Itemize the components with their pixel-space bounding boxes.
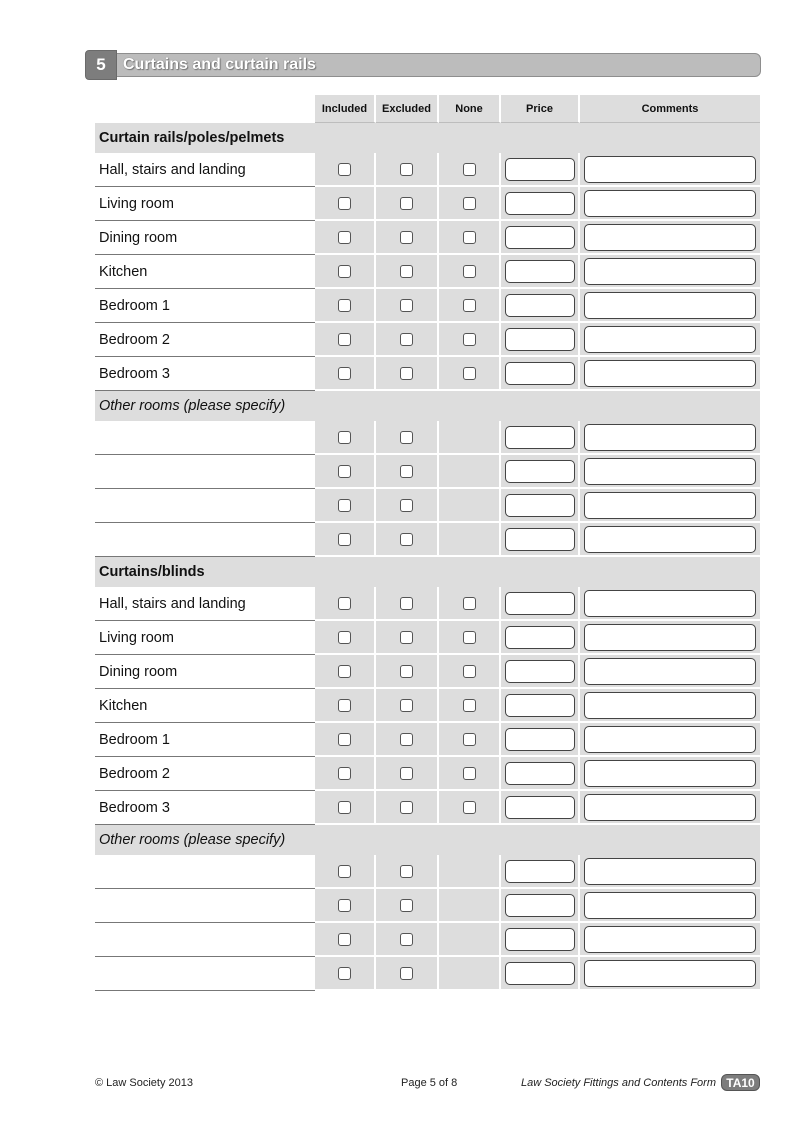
price-cell (501, 323, 580, 357)
none-cell (439, 255, 501, 289)
none-checkbox[interactable] (463, 367, 476, 380)
none-cell (439, 289, 501, 323)
rails-room-label: Bedroom 1 (95, 289, 315, 323)
curtains-other-rooms-heading (95, 825, 760, 855)
none-cell (439, 187, 501, 221)
price-cell (501, 655, 580, 689)
excluded-cell (376, 323, 439, 357)
included-checkbox[interactable] (338, 431, 351, 444)
none-cell (439, 689, 501, 723)
price-input[interactable] (505, 362, 575, 385)
included-checkbox[interactable] (338, 967, 351, 980)
copyright-text: © Law Society 2013 (95, 1077, 193, 1089)
none-cell (439, 221, 501, 255)
comments-input[interactable] (584, 590, 756, 617)
included-checkbox[interactable] (338, 899, 351, 912)
none-checkbox[interactable] (463, 265, 476, 278)
rails-other-rooms-heading (95, 391, 760, 421)
rails-other-room-label (95, 489, 315, 523)
none-checkbox[interactable] (463, 733, 476, 746)
curtains-room-label: Dining room (95, 655, 315, 689)
included-checkbox[interactable] (338, 299, 351, 312)
none-cell (439, 855, 501, 889)
table-row (95, 655, 760, 689)
comments-cell (580, 889, 760, 923)
price-cell (501, 587, 580, 621)
comments-cell (580, 621, 760, 655)
form-code-badge: TA10 (721, 1074, 760, 1091)
included-checkbox[interactable] (338, 197, 351, 210)
included-checkbox[interactable] (338, 163, 351, 176)
comments-cell (580, 357, 760, 391)
included-cell (315, 489, 376, 523)
comments-input[interactable] (584, 726, 756, 753)
rails-room-label: Kitchen (95, 255, 315, 289)
excluded-checkbox[interactable] (400, 967, 413, 980)
none-checkbox[interactable] (463, 767, 476, 780)
comments-input[interactable] (584, 794, 756, 821)
price-cell (501, 791, 580, 825)
comments-cell (580, 255, 760, 289)
price-cell (501, 221, 580, 255)
price-cell (501, 357, 580, 391)
comments-cell (580, 855, 760, 889)
comments-cell (580, 323, 760, 357)
price-input[interactable] (505, 426, 575, 449)
price-cell (501, 289, 580, 323)
curtains-room-label: Bedroom 3 (95, 791, 315, 825)
included-checkbox[interactable] (338, 231, 351, 244)
excluded-checkbox[interactable] (400, 367, 413, 380)
none-cell (439, 723, 501, 757)
included-checkbox[interactable] (338, 801, 351, 814)
price-cell (501, 187, 580, 221)
table-row (95, 923, 760, 957)
excluded-checkbox[interactable] (400, 733, 413, 746)
table-row (95, 421, 760, 455)
none-cell (439, 587, 501, 621)
excluded-checkbox[interactable] (400, 533, 413, 546)
excluded-checkbox[interactable] (400, 163, 413, 176)
excluded-cell (376, 357, 439, 391)
excluded-cell (376, 791, 439, 825)
none-checkbox[interactable] (463, 197, 476, 210)
curtains-table (95, 95, 760, 991)
included-cell (315, 855, 376, 889)
included-cell (315, 153, 376, 187)
excluded-checkbox[interactable] (400, 265, 413, 278)
table-row (95, 889, 760, 923)
none-checkbox[interactable] (463, 163, 476, 176)
price-cell (501, 255, 580, 289)
excluded-cell (376, 655, 439, 689)
price-cell (501, 855, 580, 889)
excluded-cell (376, 689, 439, 723)
curtains-room-label: Living room (95, 621, 315, 655)
excluded-cell (376, 855, 439, 889)
none-checkbox[interactable] (463, 801, 476, 814)
price-cell (501, 689, 580, 723)
included-cell (315, 421, 376, 455)
comments-input[interactable] (584, 492, 756, 519)
section-title: Curtains and curtain rails (123, 56, 316, 73)
excluded-cell (376, 587, 439, 621)
excluded-checkbox[interactable] (400, 899, 413, 912)
none-cell (439, 621, 501, 655)
price-input[interactable] (505, 294, 575, 317)
price-cell (501, 957, 580, 991)
excluded-checkbox[interactable] (400, 933, 413, 946)
comments-cell (580, 523, 760, 557)
table-row (95, 957, 760, 991)
price-input[interactable] (505, 592, 575, 615)
none-cell (439, 523, 501, 557)
price-input[interactable] (505, 528, 575, 551)
excluded-cell (376, 255, 439, 289)
included-checkbox[interactable] (338, 499, 351, 512)
curtains-room-label: Bedroom 2 (95, 757, 315, 791)
curtains-room-label: Hall, stairs and landing (95, 587, 315, 621)
comments-cell (580, 587, 760, 621)
excluded-cell (376, 757, 439, 791)
table-row (95, 489, 760, 523)
excluded-checkbox[interactable] (400, 801, 413, 814)
included-checkbox[interactable] (338, 631, 351, 644)
none-cell (439, 791, 501, 825)
price-input[interactable] (505, 894, 575, 917)
comments-input[interactable] (584, 190, 756, 217)
comments-input[interactable] (584, 926, 756, 953)
excluded-cell (376, 455, 439, 489)
comments-cell (580, 957, 760, 991)
price-cell (501, 923, 580, 957)
comments-cell (580, 455, 760, 489)
comments-input[interactable] (584, 224, 756, 251)
none-cell (439, 957, 501, 991)
price-cell (501, 621, 580, 655)
excluded-checkbox[interactable] (400, 465, 413, 478)
table-row (95, 587, 760, 621)
comments-input[interactable] (584, 326, 756, 353)
comments-cell (580, 421, 760, 455)
included-cell (315, 289, 376, 323)
comments-input[interactable] (584, 624, 756, 651)
table-row (95, 855, 760, 889)
none-checkbox[interactable] (463, 699, 476, 712)
table-row (95, 621, 760, 655)
none-cell (439, 323, 501, 357)
header-excluded: Excluded (376, 95, 439, 123)
comments-input[interactable] (584, 692, 756, 719)
price-input[interactable] (505, 158, 575, 181)
excluded-checkbox[interactable] (400, 699, 413, 712)
excluded-cell (376, 289, 439, 323)
included-checkbox[interactable] (338, 865, 351, 878)
price-cell (501, 489, 580, 523)
none-cell (439, 757, 501, 791)
rails-other-rooms-heading-label: Other rooms (please specify) (99, 398, 286, 414)
excluded-checkbox[interactable] (400, 865, 413, 878)
included-cell (315, 655, 376, 689)
price-input[interactable] (505, 694, 575, 717)
excluded-checkbox[interactable] (400, 197, 413, 210)
excluded-cell (376, 957, 439, 991)
table-row (95, 289, 760, 323)
price-cell (501, 523, 580, 557)
included-checkbox[interactable] (338, 597, 351, 610)
price-cell (501, 421, 580, 455)
included-cell (315, 255, 376, 289)
header-price: Price (501, 95, 580, 123)
included-checkbox[interactable] (338, 333, 351, 346)
header-blank (95, 95, 315, 123)
included-cell (315, 455, 376, 489)
comments-input[interactable] (584, 858, 756, 885)
rails-group-heading-label: Curtain rails/poles/pelmets (99, 130, 285, 146)
price-input[interactable] (505, 962, 575, 985)
table-row (95, 455, 760, 489)
excluded-cell (376, 723, 439, 757)
header-none: None (439, 95, 501, 123)
comments-input[interactable] (584, 424, 756, 451)
rails-other-room-label (95, 523, 315, 557)
rails-room-label: Hall, stairs and landing (95, 153, 315, 187)
price-input[interactable] (505, 626, 575, 649)
included-cell (315, 723, 376, 757)
rails-room-label: Bedroom 3 (95, 357, 315, 391)
comments-cell (580, 289, 760, 323)
price-input[interactable] (505, 860, 575, 883)
comments-input[interactable] (584, 292, 756, 319)
rails-other-room-label (95, 455, 315, 489)
included-checkbox[interactable] (338, 733, 351, 746)
included-cell (315, 889, 376, 923)
comments-input[interactable] (584, 258, 756, 285)
curtains-group-heading-label: Curtains/blinds (99, 564, 205, 580)
excluded-checkbox[interactable] (400, 431, 413, 444)
price-input[interactable] (505, 494, 575, 517)
rails-group-heading (95, 123, 760, 153)
comments-cell (580, 791, 760, 825)
comments-cell (580, 655, 760, 689)
none-checkbox[interactable] (463, 631, 476, 644)
comments-cell (580, 923, 760, 957)
excluded-cell (376, 421, 439, 455)
price-cell (501, 723, 580, 757)
price-input[interactable] (505, 460, 575, 483)
none-checkbox[interactable] (463, 333, 476, 346)
excluded-checkbox[interactable] (400, 767, 413, 780)
price-input[interactable] (505, 328, 575, 351)
excluded-cell (376, 523, 439, 557)
curtains-group-heading (95, 557, 760, 587)
comments-input[interactable] (584, 960, 756, 987)
excluded-checkbox[interactable] (400, 631, 413, 644)
none-cell (439, 153, 501, 187)
rails-other-room-label (95, 421, 315, 455)
comments-cell (580, 723, 760, 757)
price-input[interactable] (505, 762, 575, 785)
excluded-checkbox[interactable] (400, 299, 413, 312)
none-cell (439, 421, 501, 455)
section-header (85, 50, 761, 80)
table-row (95, 689, 760, 723)
table-row (95, 255, 760, 289)
curtains-other-room-label (95, 957, 315, 991)
included-cell (315, 221, 376, 255)
comments-input[interactable] (584, 760, 756, 787)
excluded-checkbox[interactable] (400, 597, 413, 610)
price-input[interactable] (505, 796, 575, 819)
price-cell (501, 153, 580, 187)
included-checkbox[interactable] (338, 465, 351, 478)
excluded-cell (376, 489, 439, 523)
excluded-cell (376, 221, 439, 255)
column-headers (95, 95, 760, 123)
excluded-cell (376, 889, 439, 923)
included-cell (315, 323, 376, 357)
included-cell (315, 621, 376, 655)
excluded-cell (376, 187, 439, 221)
curtains-other-room-label (95, 923, 315, 957)
included-cell (315, 757, 376, 791)
included-checkbox[interactable] (338, 265, 351, 278)
none-cell (439, 923, 501, 957)
comments-input[interactable] (584, 360, 756, 387)
excluded-checkbox[interactable] (400, 665, 413, 678)
header-included: Included (315, 95, 376, 123)
included-checkbox[interactable] (338, 767, 351, 780)
curtains-room-label: Bedroom 1 (95, 723, 315, 757)
none-checkbox[interactable] (463, 665, 476, 678)
table-row (95, 791, 760, 825)
curtains-room-label: Kitchen (95, 689, 315, 723)
comments-cell (580, 757, 760, 791)
excluded-cell (376, 923, 439, 957)
price-input[interactable] (505, 192, 575, 215)
page-footer (95, 1074, 760, 1094)
included-cell (315, 791, 376, 825)
included-checkbox[interactable] (338, 933, 351, 946)
table-row (95, 357, 760, 391)
none-cell (439, 455, 501, 489)
included-cell (315, 187, 376, 221)
header-comments: Comments (580, 95, 760, 123)
table-row (95, 723, 760, 757)
excluded-checkbox[interactable] (400, 231, 413, 244)
table-row (95, 523, 760, 557)
included-cell (315, 689, 376, 723)
table-row (95, 221, 760, 255)
included-checkbox[interactable] (338, 665, 351, 678)
comments-input[interactable] (584, 156, 756, 183)
included-cell (315, 587, 376, 621)
included-checkbox[interactable] (338, 367, 351, 380)
included-cell (315, 957, 376, 991)
price-input[interactable] (505, 928, 575, 951)
excluded-cell (376, 621, 439, 655)
form-name: Law Society Fittings and Contents Form (520, 1077, 716, 1089)
table-row (95, 757, 760, 791)
table-row (95, 187, 760, 221)
none-checkbox[interactable] (463, 299, 476, 312)
page-number: Page 5 of 8 (401, 1077, 458, 1089)
none-checkbox[interactable] (463, 597, 476, 610)
comments-input[interactable] (584, 658, 756, 685)
excluded-checkbox[interactable] (400, 333, 413, 346)
rails-room-label: Bedroom 2 (95, 323, 315, 357)
curtains-other-room-label (95, 855, 315, 889)
comments-cell (580, 187, 760, 221)
comments-input[interactable] (584, 458, 756, 485)
rails-room-label: Living room (95, 187, 315, 221)
comments-input[interactable] (584, 892, 756, 919)
none-cell (439, 655, 501, 689)
none-cell (439, 357, 501, 391)
price-cell (501, 455, 580, 489)
section-number: 5 (85, 50, 117, 80)
included-cell (315, 923, 376, 957)
excluded-checkbox[interactable] (400, 499, 413, 512)
excluded-cell (376, 153, 439, 187)
comments-cell (580, 489, 760, 523)
price-cell (501, 757, 580, 791)
included-cell (315, 523, 376, 557)
curtains-other-room-label (95, 889, 315, 923)
price-input[interactable] (505, 728, 575, 751)
rails-room-label: Dining room (95, 221, 315, 255)
none-checkbox[interactable] (463, 231, 476, 244)
comments-cell (580, 689, 760, 723)
table-row (95, 323, 760, 357)
none-cell (439, 489, 501, 523)
none-cell (439, 889, 501, 923)
curtains-other-rooms-heading-label: Other rooms (please specify) (99, 832, 286, 848)
included-cell (315, 357, 376, 391)
included-checkbox[interactable] (338, 533, 351, 546)
included-checkbox[interactable] (338, 699, 351, 712)
comments-input[interactable] (584, 526, 756, 553)
table-row (95, 153, 760, 187)
price-input[interactable] (505, 660, 575, 683)
comments-cell (580, 153, 760, 187)
price-input[interactable] (505, 260, 575, 283)
comments-cell (580, 221, 760, 255)
price-cell (501, 889, 580, 923)
price-input[interactable] (505, 226, 575, 249)
table-body (95, 123, 760, 991)
